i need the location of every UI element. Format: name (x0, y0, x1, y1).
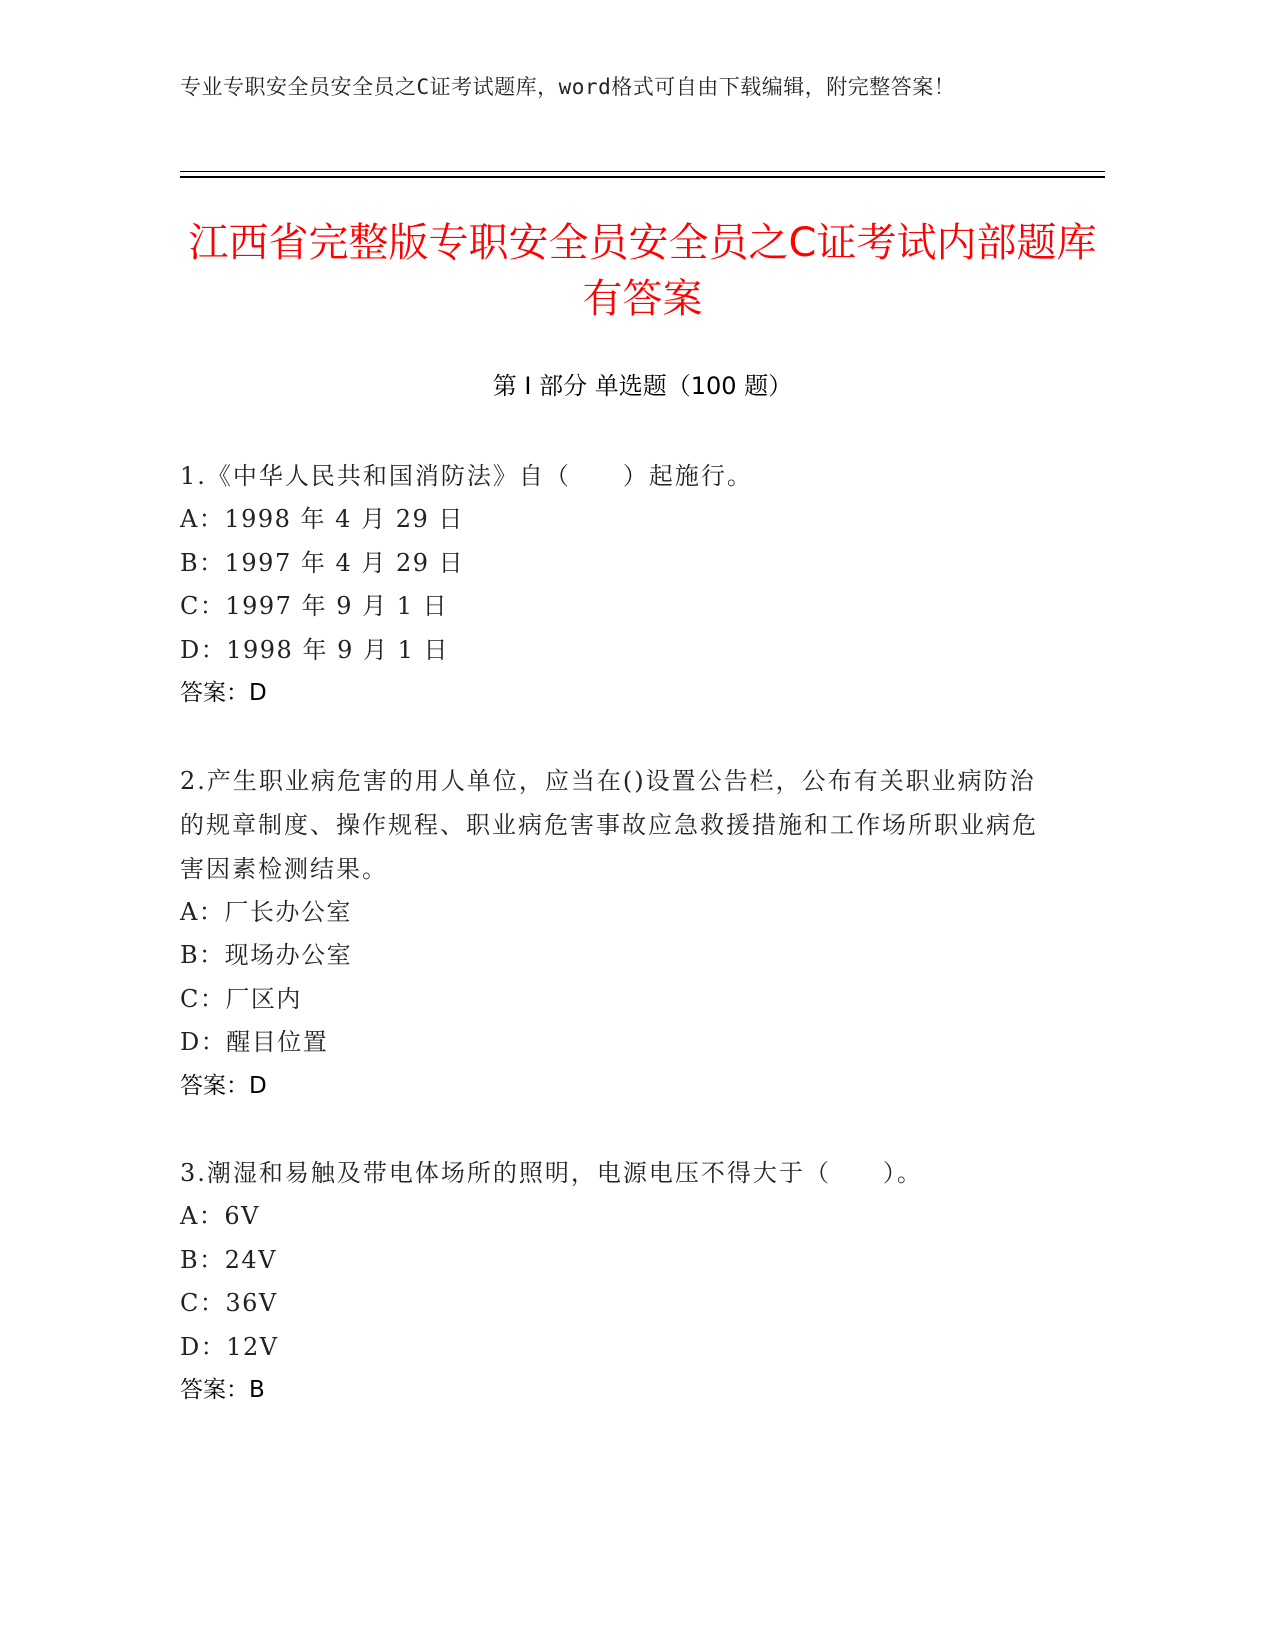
question-list (180, 454, 1040, 1456)
answer: 答案：B (180, 1377, 265, 1403)
question-text: 2.产生职业病危害的用人单位，应当在()设置公告栏，公布有关职业病防治的规章制度、操作规程、职业病危害事故应急救援措施和工作场所职业病危害因素检测结果。 (180, 766, 1038, 883)
question-1 (180, 454, 1040, 716)
option-c: C：36V (180, 1289, 278, 1317)
option-b: B：现场办公室 (180, 941, 353, 969)
question-text: 3.潮湿和易触及带电体场所的照明，电源电压不得大于（ ）。 (180, 1159, 923, 1187)
document-title: 江西省完整版专职安全员安全员之C证考试内部题库有答案 (188, 220, 1097, 322)
answer: 答案：D (180, 1072, 267, 1099)
option-d: D：醒目位置 (180, 1028, 329, 1056)
option-a: A：厂长办公室 (180, 897, 352, 926)
question-3 (180, 1151, 1040, 1413)
header-divider-thin (180, 171, 1105, 172)
header-note: 专业专职安全员安全员之C证考试题库，word格式可自由下载编辑，附完整答案！ (180, 75, 956, 99)
option-a: A：6V (180, 1202, 260, 1230)
question-2 (180, 759, 1040, 1109)
option-b: B：1997 年 4 月 29 日 (180, 548, 465, 577)
option-b: B：24V (180, 1245, 278, 1274)
question-text: 1.《中华人民共和国消防法》自（ ）起施行。 (180, 462, 753, 490)
option-c: C：厂区内 (180, 984, 302, 1013)
header-divider-thick (180, 176, 1105, 178)
option-d: D：1998 年 9 月 1 日 (180, 635, 450, 664)
answer: 答案：D (180, 680, 267, 706)
option-a: A：1998 年 4 月 29 日 (180, 505, 464, 533)
option-c: C：1997 年 9 月 1 日 (180, 592, 449, 620)
section-heading: 第 I 部分 单选题（100 题） (492, 372, 793, 400)
option-d: D：12V (180, 1332, 279, 1361)
